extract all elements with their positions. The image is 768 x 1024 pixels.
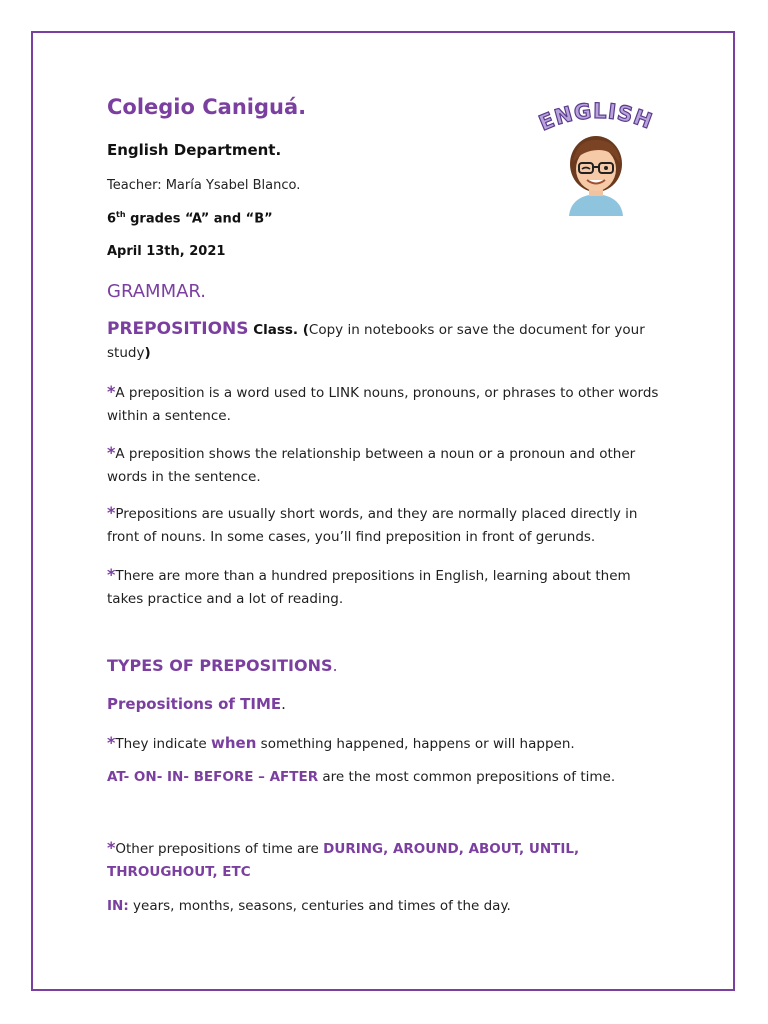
intro-text: Copy in notebooks or save the document for your study — [107, 322, 645, 361]
intro-paragraph — [107, 318, 667, 365]
grades-text: grades “A” and “B” — [125, 211, 273, 227]
bullet-star-icon: * — [107, 382, 116, 401]
time-title — [107, 695, 286, 713]
list-item — [107, 563, 667, 611]
in-usage — [107, 895, 667, 918]
bullet-star-icon: * — [107, 443, 116, 462]
english-logo — [533, 100, 663, 220]
svg-text:ENGLISH — [536, 100, 656, 136]
other-list: DURING, AROUND, ABOUT, UNTIL, THROUGHOUT, ETC — [107, 841, 580, 880]
other-pre: Other prepositions of time are — [115, 841, 324, 857]
list-item — [107, 501, 667, 549]
grades-number: 6 — [107, 211, 117, 227]
bullet-text: Prepositions are usually short words, and they are normally placed directly in front of nouns. In some cases, you’ll find preposition in front of gerunds. — [107, 506, 638, 545]
bullet-text: There are more than a hundred prepositions in English, learning about them takes practice and a lot of reading. — [107, 568, 631, 607]
date: April 13th, 2021 — [107, 244, 226, 259]
common-post: are the most common prepositions of time. — [318, 769, 616, 785]
bullet-text: A preposition is a word used to LINK nouns, pronouns, or phrases to other words within a sentence. — [107, 385, 659, 424]
prepositions-title: PREPOSITIONS — [107, 319, 249, 339]
time-title-dot: . — [281, 695, 286, 713]
list-item — [107, 836, 667, 884]
list-item — [107, 441, 667, 489]
in-label: IN: — [107, 898, 129, 914]
bullet-star-icon: * — [107, 838, 116, 857]
bullet-star-icon: * — [107, 733, 116, 752]
types-title-text: TYPES OF PREPOSITIONS — [107, 656, 333, 675]
intro-close: ) — [144, 345, 151, 361]
bullet-star-icon: * — [107, 565, 116, 584]
list-item — [107, 731, 667, 756]
grades-line — [107, 210, 273, 226]
in-text: years, months, seasons, centuries and times of the day. — [128, 898, 511, 914]
indicate-post: something happened, happens or will happen. — [256, 736, 575, 752]
bitmoji-teacher-icon — [533, 100, 663, 220]
indicate-pre: They indicate — [115, 736, 211, 752]
logo-text: ENGLISH — [535, 100, 656, 136]
bullet-text: A preposition shows the relationship between a noun or a pronoun and other words in the sentence. — [107, 446, 636, 485]
indicate-when: when — [210, 734, 257, 752]
time-title-text: Prepositions of TIME — [107, 695, 282, 713]
class-label: Class. ( — [248, 322, 309, 338]
department-name: English Department. — [107, 141, 282, 159]
bullet-star-icon: * — [107, 503, 116, 522]
teacher-name: Teacher: María Ysabel Blanco. — [107, 178, 301, 193]
list-item — [107, 380, 667, 428]
grades-suffix: th — [116, 210, 126, 219]
common-prepositions — [107, 766, 667, 789]
school-name: Colegio Caniguá. — [107, 95, 307, 119]
types-title — [107, 656, 338, 675]
types-title-dot: . — [332, 656, 338, 675]
common-list: AT- ON- IN- BEFORE – AFTER — [107, 769, 319, 785]
section-title: GRAMMAR. — [107, 281, 206, 302]
